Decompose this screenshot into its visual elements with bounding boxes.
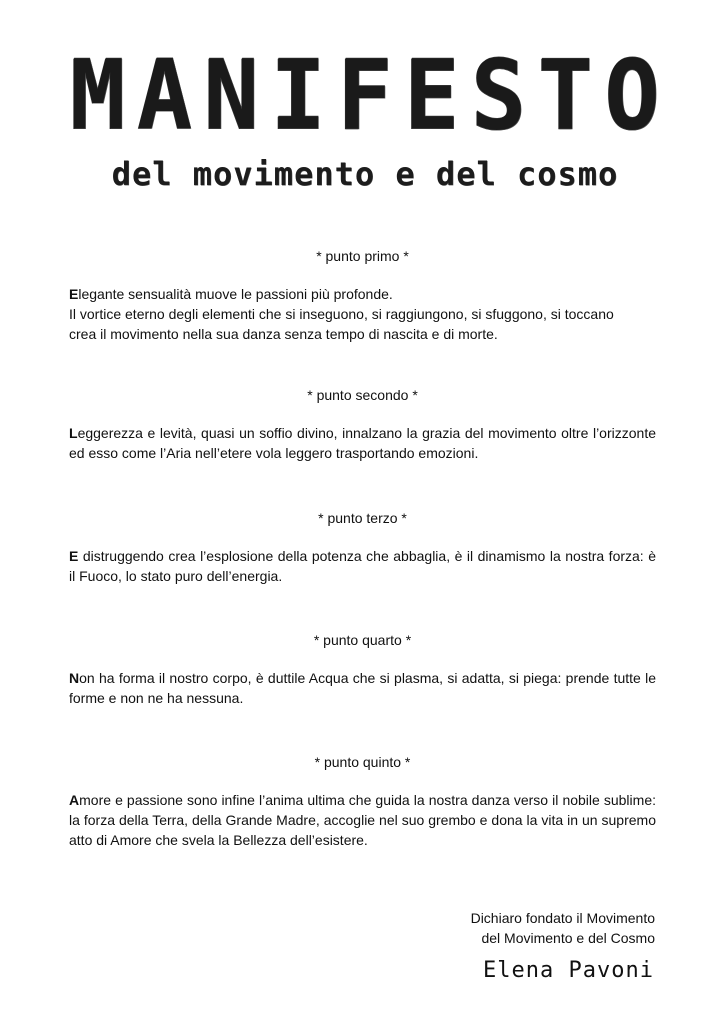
section-paragraph xyxy=(69,423,656,463)
title-letter: I xyxy=(270,39,326,152)
title-letter: O xyxy=(604,39,660,152)
section-heading: * punto terzo * xyxy=(318,510,407,526)
section-punto-quarto xyxy=(69,630,656,708)
initial-letter: L xyxy=(69,425,78,441)
closing-line: Dichiaro fondato il Movimento xyxy=(470,910,655,926)
closing-line: del Movimento e del Cosmo xyxy=(481,930,655,946)
section-punto-primo xyxy=(69,246,656,344)
section-heading: * punto quinto * xyxy=(314,754,411,770)
section-punto-secondo xyxy=(69,385,656,463)
section-punto-quinto xyxy=(69,752,656,850)
initial-letter: N xyxy=(69,670,80,686)
paragraph-text: more e passione sono infine l’anima ultima che guida la nostra danza verso il nobile sublime: la forza della Terra, della Grande Madre, accoglie nel suo grembo e dona la vita in un supremo atto di Amore che svela la Bellezza dell’esistere. xyxy=(69,792,656,848)
page-title xyxy=(70,39,660,152)
line-text: legante sensualità muove le passioni più profonde. xyxy=(78,286,393,302)
section-paragraph xyxy=(69,284,656,344)
title-letter: F xyxy=(337,39,393,152)
section-heading: * punto primo * xyxy=(316,248,409,264)
section-paragraph xyxy=(69,668,656,708)
initial-letter: E xyxy=(69,286,79,302)
paragraph-text: eggerezza e levità, quasi un soffio divino, innalzano la grazia del movimento oltre l’orizzonte ed esso come l’Aria nell’etere vola leggero trasportando emozioni. xyxy=(69,425,656,461)
section-heading: * punto secondo * xyxy=(307,387,418,403)
section-paragraph xyxy=(69,546,656,586)
page-subtitle: del movimento e del cosmo xyxy=(111,155,619,193)
section-heading: * punto quarto * xyxy=(313,632,412,648)
initial-letter: E xyxy=(69,548,79,564)
title-letter: S xyxy=(470,39,527,152)
section-paragraph xyxy=(69,790,656,850)
title-letter: A xyxy=(136,39,193,152)
paragraph-line: Il vortice eterno degli elementi che si inseguono, si raggiungono, si sfuggono, si toccano xyxy=(69,306,614,322)
title-letter: M xyxy=(70,39,126,152)
title-letter: T xyxy=(537,39,594,152)
title-letter: N xyxy=(203,39,260,152)
paragraph-line xyxy=(69,284,656,304)
author-signature: Elena Pavoni xyxy=(483,958,654,983)
closing-declaration xyxy=(471,908,655,948)
section-punto-terzo xyxy=(69,508,656,586)
title-letter: E xyxy=(404,39,460,152)
paragraph-text: distruggendo crea l’esplosione della potenza che abbaglia, è il dinamismo la nostra forza: è il Fuoco, lo stato puro dell’energia. xyxy=(69,548,656,584)
paragraph-line: crea il movimento nella sua danza senza tempo di nascita e di morte. xyxy=(69,326,498,342)
initial-letter: A xyxy=(69,792,80,808)
paragraph-text: on ha forma il nostro corpo, è duttile Acqua che si plasma, si adatta, si piega: prende tutte le forme e non ne ha nessuna. xyxy=(69,670,656,706)
